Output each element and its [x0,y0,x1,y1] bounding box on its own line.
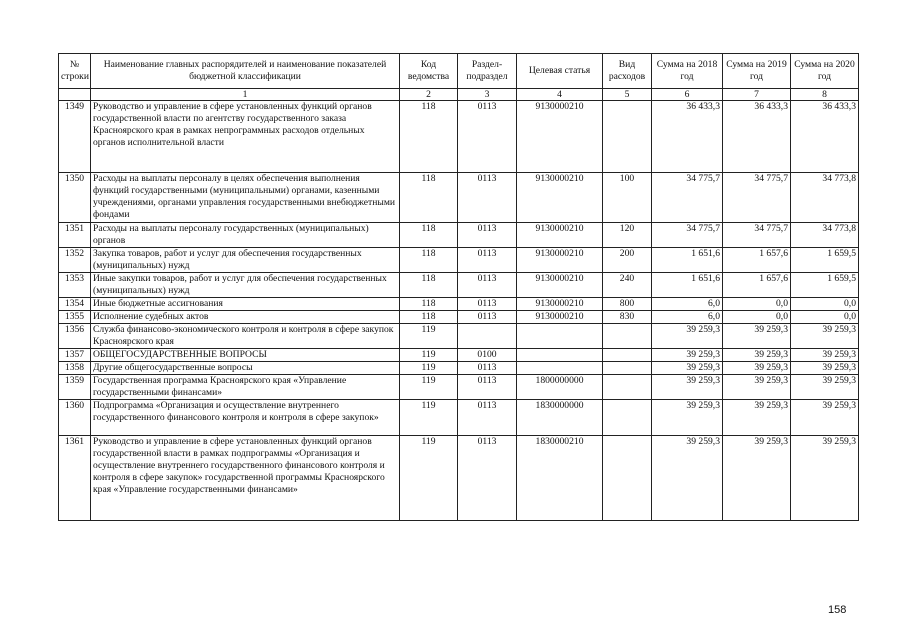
row-section: 0113 [458,223,517,248]
row-expense-type: 200 [603,248,652,273]
row-dept-code: 118 [400,248,458,273]
column-number-row [59,89,859,101]
row-target-article: 9130000210 [517,298,603,311]
row-expense-type [603,349,652,362]
row-sum-2018: 36 433,3 [652,101,723,173]
row-dept-code: 119 [400,375,458,400]
table-row [59,311,859,324]
row-number: 1360 [59,400,91,436]
row-name: ОБЩЕГОСУДАРСТВЕННЫЕ ВОПРОСЫ [91,349,400,362]
row-section: 0113 [458,273,517,298]
column-number: 5 [603,89,652,101]
row-sum-2018: 39 259,3 [652,349,723,362]
row-dept-code: 118 [400,273,458,298]
row-target-article [517,324,603,349]
row-section [458,324,517,349]
table-row [59,400,859,436]
row-name: Расходы на выплаты персоналу в целях обеспечения выполнения функций государственными (муниципальными) органами, казенными учреждениями, органами управления государственными внебюджетными фондами [91,173,400,223]
row-target-article: 9130000210 [517,173,603,223]
column-number: 8 [791,89,859,101]
row-section: 0113 [458,101,517,173]
row-expense-type: 800 [603,298,652,311]
row-sum-2019: 39 259,3 [723,400,791,436]
header-name: Наименование главных распорядителей и наименование показателей бюджетной классификации [91,54,400,89]
row-sum-2018: 39 259,3 [652,324,723,349]
row-number: 1355 [59,311,91,324]
row-sum-2019: 34 775,7 [723,223,791,248]
row-name: Руководство и управление в сфере установленных функций органов государственной власти по агентству государственного заказа Красноярского края в рамках непрограммных расходов отдельных органов исполнительной власти [91,101,400,173]
row-expense-type: 100 [603,173,652,223]
row-dept-code: 119 [400,436,458,521]
row-expense-type [603,101,652,173]
row-sum-2019: 1 657,6 [723,273,791,298]
row-sum-2019: 36 433,3 [723,101,791,173]
row-sum-2020: 0,0 [791,311,859,324]
row-sum-2018: 39 259,3 [652,436,723,521]
table-row [59,223,859,248]
table-row [59,173,859,223]
row-target-article: 9130000210 [517,248,603,273]
row-sum-2018: 6,0 [652,311,723,324]
row-expense-type [603,436,652,521]
row-dept-code: 118 [400,311,458,324]
row-dept-code: 119 [400,362,458,375]
row-name: Руководство и управление в сфере установленных функций органов государственной власти в рамках подпрограммы «Организация и осуществление внутреннего государственного финансового контроля и контроля в сфере закупок» государственной программы Красноярского края «Управление государственными финансами» [91,436,400,521]
row-sum-2019: 39 259,3 [723,436,791,521]
row-section: 0113 [458,298,517,311]
table-row [59,375,859,400]
row-sum-2018: 6,0 [652,298,723,311]
header-row-number: № строки [59,54,91,89]
row-section: 0113 [458,362,517,375]
row-expense-type [603,362,652,375]
table-row [59,349,859,362]
row-name: Служба финансово-экономического контроля и контроля в сфере закупок Красноярского края [91,324,400,349]
header-sum-2019: Сумма на 2019 год [723,54,791,89]
table-row [59,362,859,375]
row-sum-2020: 39 259,3 [791,362,859,375]
header-target-article: Целевая статья [517,54,603,89]
column-number: 7 [723,89,791,101]
row-number: 1349 [59,101,91,173]
row-target-article: 1800000000 [517,375,603,400]
header-row [59,54,859,89]
row-expense-type [603,324,652,349]
row-number: 1353 [59,273,91,298]
row-sum-2020: 39 259,3 [791,324,859,349]
header-expense-type: Вид расходов [603,54,652,89]
row-section: 0113 [458,436,517,521]
column-number: 6 [652,89,723,101]
table-row [59,273,859,298]
row-sum-2018: 39 259,3 [652,362,723,375]
column-number [59,89,91,101]
row-expense-type [603,400,652,436]
header-sum-2018: Сумма на 2018 год [652,54,723,89]
row-sum-2019: 39 259,3 [723,349,791,362]
row-number: 1350 [59,173,91,223]
row-target-article: 9130000210 [517,273,603,298]
row-sum-2019: 39 259,3 [723,375,791,400]
row-number: 1354 [59,298,91,311]
row-sum-2018: 1 651,6 [652,248,723,273]
table-row [59,436,859,521]
row-sum-2018: 34 775,7 [652,173,723,223]
row-number: 1357 [59,349,91,362]
row-expense-type: 830 [603,311,652,324]
row-sum-2019: 1 657,6 [723,248,791,273]
row-target-article [517,349,603,362]
column-number: 4 [517,89,603,101]
column-number: 3 [458,89,517,101]
row-expense-type [603,375,652,400]
row-name: Расходы на выплаты персоналу государственных (муниципальных) органов [91,223,400,248]
row-sum-2020: 39 259,3 [791,436,859,521]
row-sum-2019: 39 259,3 [723,362,791,375]
header-section: Раздел-подраздел [458,54,517,89]
row-section: 0113 [458,248,517,273]
row-section: 0113 [458,375,517,400]
row-target-article: 1830000000 [517,400,603,436]
row-section: 0113 [458,311,517,324]
column-number: 2 [400,89,458,101]
row-sum-2020: 39 259,3 [791,400,859,436]
row-section: 0113 [458,400,517,436]
row-name: Иные бюджетные ассигнования [91,298,400,311]
row-sum-2020: 0,0 [791,298,859,311]
row-target-article: 9130000210 [517,223,603,248]
row-sum-2018: 39 259,3 [652,400,723,436]
row-sum-2020: 36 433,3 [791,101,859,173]
row-number: 1361 [59,436,91,521]
row-dept-code: 119 [400,400,458,436]
row-sum-2018: 1 651,6 [652,273,723,298]
row-sum-2020: 34 773,8 [791,223,859,248]
row-sum-2019: 39 259,3 [723,324,791,349]
row-expense-type: 240 [603,273,652,298]
table-row [59,101,859,173]
row-number: 1356 [59,324,91,349]
row-sum-2020: 1 659,5 [791,248,859,273]
row-name: Подпрограмма «Организация и осуществление внутреннего государственного финансового контроля и контроля в сфере закупок» [91,400,400,436]
column-number: 1 [91,89,400,101]
row-dept-code: 119 [400,324,458,349]
row-number: 1358 [59,362,91,375]
row-number: 1351 [59,223,91,248]
row-sum-2019: 0,0 [723,298,791,311]
table-row [59,298,859,311]
row-section: 0113 [458,173,517,223]
row-sum-2019: 0,0 [723,311,791,324]
row-name: Закупка товаров, работ и услуг для обеспечения государственных (муниципальных) нужд [91,248,400,273]
row-target-article: 1830000210 [517,436,603,521]
row-sum-2018: 34 775,7 [652,223,723,248]
budget-page [58,53,858,616]
row-number: 1352 [59,248,91,273]
row-dept-code: 118 [400,101,458,173]
row-target-article [517,362,603,375]
table-row [59,248,859,273]
row-number: 1359 [59,375,91,400]
row-sum-2020: 39 259,3 [791,349,859,362]
row-sum-2020: 1 659,5 [791,273,859,298]
row-sum-2018: 39 259,3 [652,375,723,400]
header-sum-2020: Сумма на 2020 год [791,54,859,89]
table-row [59,324,859,349]
budget-table [58,53,859,521]
row-target-article: 9130000210 [517,311,603,324]
row-sum-2020: 34 773,8 [791,173,859,223]
row-section: 0100 [458,349,517,362]
header-dept-code: Код ведомства [400,54,458,89]
row-name: Иные закупки товаров, работ и услуг для обеспечения государственных (муниципальных) нужд [91,273,400,298]
row-sum-2020: 39 259,3 [791,375,859,400]
row-dept-code: 118 [400,223,458,248]
row-target-article: 9130000210 [517,101,603,173]
row-dept-code: 119 [400,349,458,362]
row-expense-type: 120 [603,223,652,248]
row-dept-code: 118 [400,298,458,311]
row-dept-code: 118 [400,173,458,223]
row-name: Государственная программа Красноярского края «Управление государственными финансами» [91,375,400,400]
row-name: Исполнение судебных актов [91,311,400,324]
page-number: 158 [828,604,847,616]
row-sum-2019: 34 775,7 [723,173,791,223]
row-name: Другие общегосударственные вопросы [91,362,400,375]
